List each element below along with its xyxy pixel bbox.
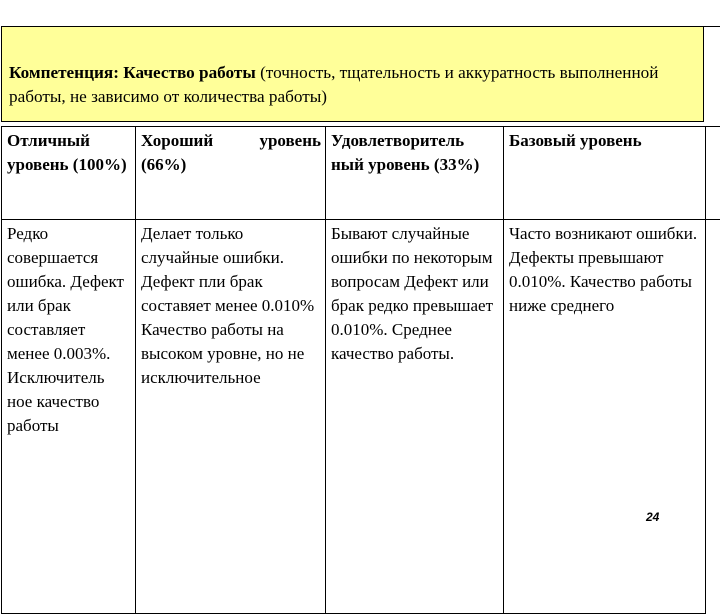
levels-description-row [2,220,706,614]
competency-levels-table [1,126,706,614]
competency-title: Качество работы [123,63,256,82]
page-number: 24 [646,510,660,524]
competency-header-text [9,61,695,109]
competency-label: Компетенция: [9,63,119,82]
level-basic-description: Часто возникают ошибки. Дефекты превышают 0.010%. Качество работы ниже среднего [504,220,706,614]
level-satisfactory-title: Удовлетворитель ный уровень (33%) [326,127,504,220]
level-good-description: Делает только случайные ошибки. Дефект пли брак составяет менее 0.010% Качество работы на высоком уровне, но не исключительное [136,220,326,614]
level-basic-title: Базовый уровень [504,127,706,220]
competency-description: (точность, тщательность и аккуратность выполненной работы, не зависимо от количества работы) [9,63,659,106]
competency-header [1,26,704,122]
levels-header-row [2,127,706,220]
level-excellent-description: Редко совершается ошибка. Дефект или брак составляет менее 0.003%. Исключитель ное качество работы [2,220,136,614]
level-satisfactory-description: Бывают случайные ошибки по некоторым вопросам Дефект или брак редко превышает 0.010%. Среднее качество работы. [326,220,504,614]
header-edge-line [704,26,720,122]
level-good-title: Хороший уровень (66%) [136,127,326,220]
edge-line-middle [703,219,720,220]
edge-line-top [703,126,720,127]
level-excellent-title: Отличный уровень (100%) [2,127,136,220]
